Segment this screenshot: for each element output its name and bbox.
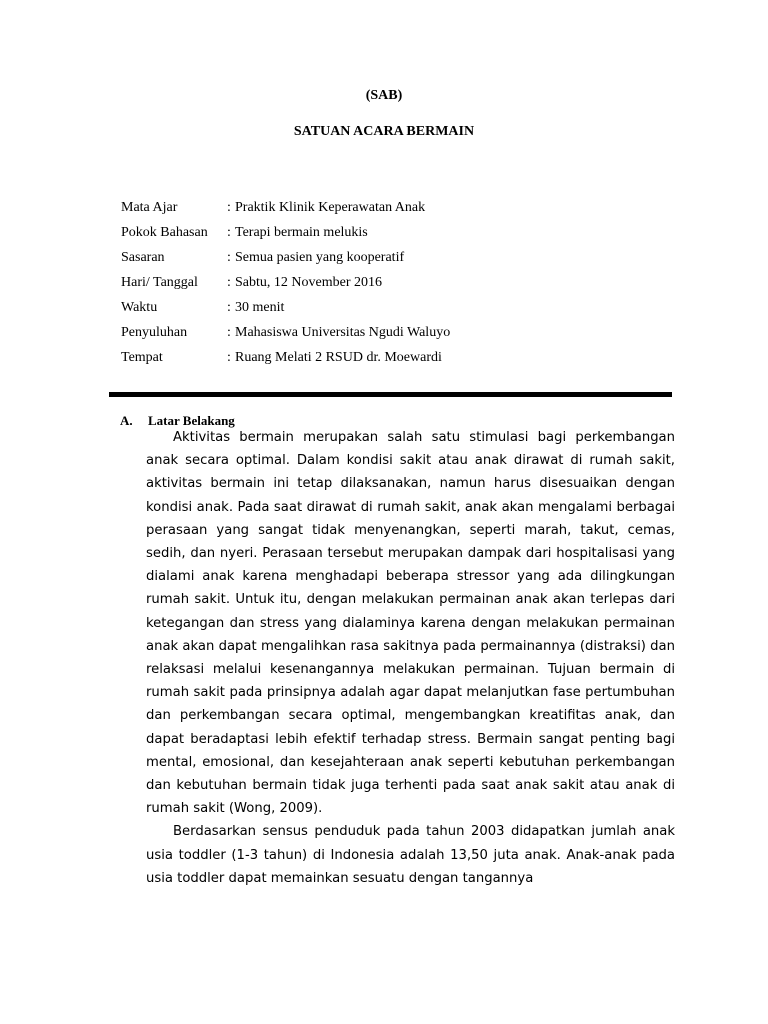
section-body <box>146 426 675 890</box>
document-title: SATUAN ACARA BERMAIN <box>293 124 475 139</box>
document-abbreviation: (SAB) <box>365 88 403 103</box>
meta-label: Hari/ Tanggal <box>121 275 198 290</box>
meta-colon: : <box>227 300 231 315</box>
body-paragraph: Aktivitas bermain merupakan salah satu stimulasi bagi perkembangan anak secara optimal. Dalam kondisi sakit atau anak dirawat di rumah sakit, aktivitas bermain ini tetap dilaksanakan, namun harus disesuaikan dengan kondisi anak. Pada saat dirawat di rumah sakit, anak akan mengalami berbagai perasaan yang sangat tidak menyenangkan, seperti marah, takut, cemas, sedih, dan nyeri. Perasaan tersebut merupakan dampak dari hospitalisasi yang dialami anak karena menghadapi beberapa stressor yang ada dilingkungan rumah sakit. Untuk itu, dengan melakukan permainan anak akan terlepas dari ketegangan dan stress yang dialaminya karena dengan melakukan permainan anak akan dapat mengalihkan rasa sakitnya pada permainannya (distraksi) dan relaksasi melalui kesenangannya melakukan permainan. Tujuan bermain di rumah sakit pada prinsipnya adalah agar dapat melanjutkan fase pertumbuhan dan perkembangan secara optimal, mengembangkan kreatifitas anak, dan dapat beradaptasi lebih efektif terhadap stress. Bermain sangat penting bagi mental, emosional, dan kesejahteraan anak seperti kebutuhan perkembangan dan kebutuhan bermain tidak juga terhenti pada saat anak sakit atau anak di rumah sakit (Wong, 2009). <box>146 430 675 817</box>
meta-colon: : <box>227 350 231 365</box>
meta-table <box>121 198 450 373</box>
meta-colon: : <box>227 225 231 240</box>
meta-row-hari-tanggal <box>121 273 450 298</box>
meta-label: Mata Ajar <box>121 200 178 215</box>
meta-colon: : <box>227 325 231 340</box>
meta-colon: : <box>227 200 231 215</box>
horizontal-rule <box>109 392 672 397</box>
meta-label: Penyuluhan <box>121 325 188 340</box>
body-paragraph: Berdasarkan sensus penduduk pada tahun 2003 didapatkan jumlah anak usia toddler (1-3 tahun) di Indonesia adalah 13,50 juta anak. Anak-anak pada usia toddler dapat memainkan sesuatu dengan tangannya <box>146 824 675 886</box>
meta-value: Sabtu, 12 November 2016 <box>235 275 382 290</box>
meta-row-waktu <box>121 298 450 323</box>
meta-label: Sasaran <box>121 250 165 265</box>
section-letter: A. <box>120 413 133 428</box>
meta-label: Waktu <box>121 300 158 315</box>
meta-row-mata-ajar <box>121 198 450 223</box>
meta-colon: : <box>227 250 231 265</box>
meta-value: 30 menit <box>235 300 285 315</box>
meta-value: Praktik Klinik Keperawatan Anak <box>235 200 426 215</box>
meta-value: Terapi bermain melukis <box>235 225 368 240</box>
meta-row-sasaran <box>121 248 450 273</box>
meta-value: Semua pasien yang kooperatif <box>235 250 405 265</box>
meta-label: Pokok Bahasan <box>121 225 208 240</box>
meta-label: Tempat <box>121 350 163 365</box>
meta-value: Ruang Melati 2 RSUD dr. Moewardi <box>235 350 442 365</box>
meta-value: Mahasiswa Universitas Ngudi Waluyo <box>235 325 451 340</box>
meta-colon: : <box>227 275 231 290</box>
meta-row-pokok-bahasan <box>121 223 450 248</box>
meta-row-penyuluhan <box>121 323 450 348</box>
meta-row-tempat <box>121 348 450 373</box>
section-heading-text: Latar Belakang <box>148 413 235 428</box>
